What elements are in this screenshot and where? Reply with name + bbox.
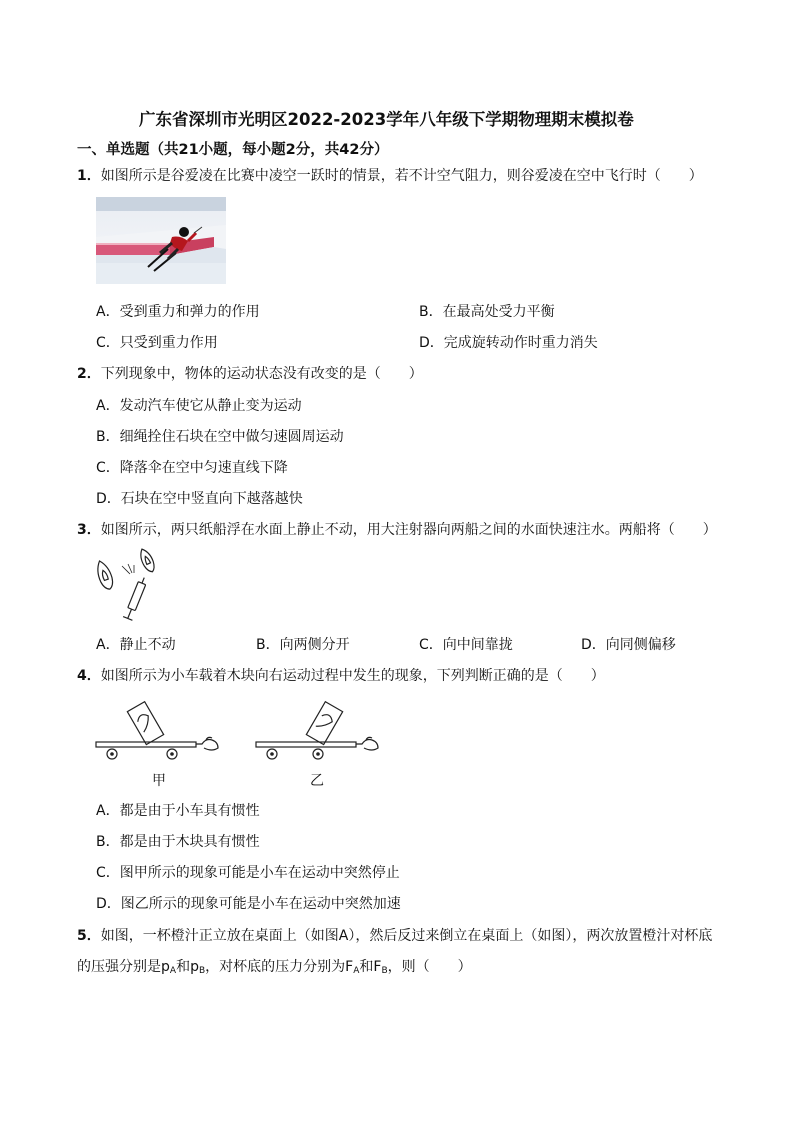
subscript-a: A [353, 966, 360, 976]
option-4d[interactable]: D．图乙所示的现象可能是小车在运动中突然加速 [96, 896, 401, 912]
question-text: 如图所示，两只纸船浮在水面上静止不动，用大注射器向两船之间的水面快速注水。两船将（ ） [100, 522, 717, 538]
question-5-line2 [77, 956, 472, 976]
cart-figure-jia [94, 696, 226, 764]
question-1 [77, 165, 703, 185]
option-2d[interactable]: D．石块在空中竖直向下越落越快 [96, 491, 303, 507]
question-number: 4． [77, 668, 101, 684]
option-1b[interactable]: B．在最高处受力平衡 [419, 304, 555, 320]
question-text: 如图，一杯橙汁正立放在桌面上（如图A），然后反过来倒立在桌面上（如图），两次放置橙汁对杯底 [100, 928, 713, 944]
option-4a[interactable]: A．都是由于小车具有惯性 [96, 803, 260, 819]
option-4c[interactable]: C．图甲所示的现象可能是小车在运动中突然停止 [96, 865, 400, 881]
question-number: 3． [77, 522, 101, 538]
text-fragment: 的压强分别是 [77, 959, 161, 975]
option-4b[interactable]: B．都是由于木块具有惯性 [96, 834, 260, 850]
subscript-a: A [169, 966, 177, 976]
text-fragment: ，对杯底的压力分别为 [205, 959, 346, 975]
question-number: 1． [77, 168, 101, 184]
symbol-p: p [190, 959, 199, 975]
question-5 [77, 925, 712, 945]
option-3b[interactable]: B．向两侧分开 [256, 637, 350, 653]
option-3d[interactable]: D．向同侧偏移 [581, 637, 676, 653]
text-fragment: ，则（ ） [387, 959, 472, 975]
option-1c[interactable]: C．只受到重力作用 [96, 335, 218, 351]
option-2c[interactable]: C．降落伞在空中匀速直线下降 [96, 460, 288, 476]
subscript-b: B [381, 966, 388, 976]
symbol-f: F [345, 959, 354, 975]
section-heading: 一、单选题（共21小题，每小题2分，共42分） [77, 142, 389, 158]
boats-syringe-figure [92, 546, 162, 628]
option-1d[interactable]: D．完成旋转动作时重力消失 [419, 335, 598, 351]
option-2b[interactable]: B．细绳拴住石块在空中做匀速圆周运动 [96, 429, 344, 445]
symbol-f: F [373, 959, 382, 975]
option-3c[interactable]: C．向中间靠拢 [419, 637, 513, 653]
text-fragment: 和 [176, 959, 191, 975]
question-number: 2． [77, 366, 101, 382]
question-text: 如图所示为小车载着木块向右运动过程中发生的现象，下列判断正确的是（ ） [100, 668, 605, 684]
skier-photo [96, 197, 226, 284]
question-text: 下列现象中，物体的运动状态没有改变的是（ ） [100, 366, 423, 382]
question-number: 5． [77, 928, 101, 944]
text-fragment: 和 [359, 959, 374, 975]
figure-label-jia: 甲 [152, 773, 166, 789]
option-3a[interactable]: A．静止不动 [96, 637, 176, 653]
option-1a[interactable]: A．受到重力和弹力的作用 [96, 304, 260, 320]
question-2 [77, 363, 423, 383]
figure-label-yi: 乙 [310, 773, 324, 789]
question-text: 如图所示是谷爱凌在比赛中凌空一跃时的情景，若不计空气阻力，则谷爱凌在空中飞行时（ ） [100, 168, 703, 184]
page-title: 广东省深圳市光明区2022-2023学年八年级下学期物理期末模拟卷 [139, 110, 634, 129]
option-2a[interactable]: A．发动汽车使它从静止变为运动 [96, 398, 302, 414]
subscript-b: B [198, 966, 206, 976]
question-4 [77, 665, 605, 685]
symbol-p: p [161, 959, 170, 975]
cart-figure-yi [254, 696, 386, 764]
question-3 [77, 519, 717, 539]
